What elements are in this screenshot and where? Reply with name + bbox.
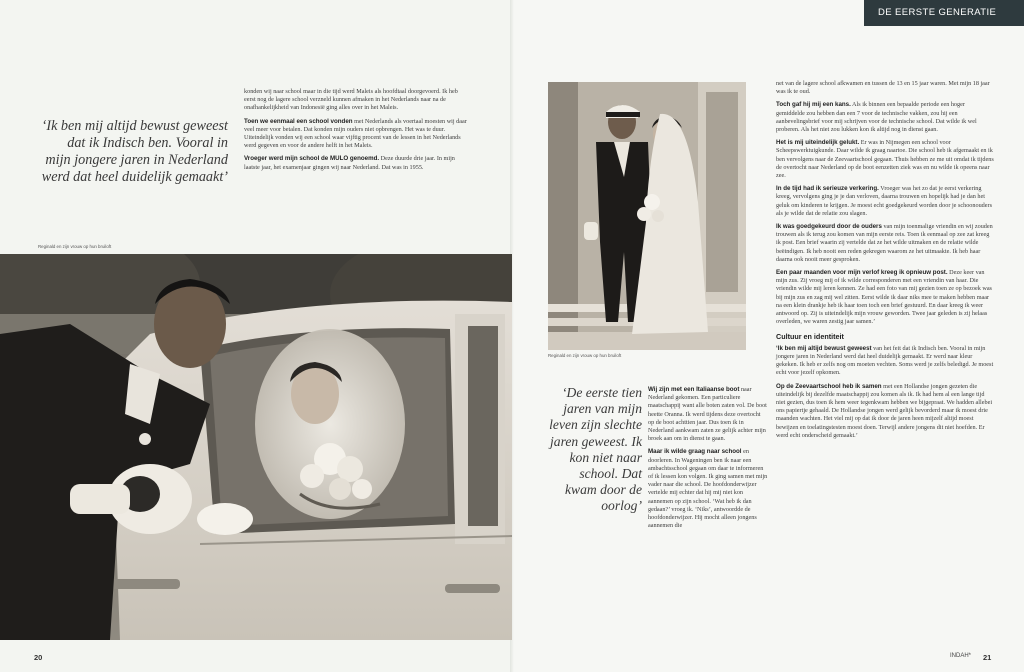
paragraph-text: naar Nederland gekomen. Een particuliere maatschappij want alle boten zaten vol. De boot heette Oranna. Ik werd tijdens deze overtocht op de boot achttien jaar. Dus toen ik in Nederland aankwam zaten ze gelijk achter mijn broek aan om in dienst te gaan. <box>648 386 767 443</box>
paragraph <box>776 223 994 264</box>
paragraph-lead: Op de Zeevaartschool heb ik samen <box>776 382 882 390</box>
pull-quote-right: ‘De eerste tien jaren van mijn leven zijn slechte jaren geweest. Ik kon niet naar school. Dat kwam door de oorlog’ <box>549 385 642 514</box>
photo-wedding-portrait <box>548 82 746 350</box>
section-header: DE EERSTE GENERATIE <box>864 0 1024 26</box>
paragraph <box>244 155 470 171</box>
paragraph-text: Deze keer van mijn zus. Zij vroeg mij of ik wilde corresponderen met een vriendin van haar. Die vriendin wilde mij leren kennen. Ze had een foto van mij gezien toen ze op bezoek was bij mijn zus en zag mij wel zitten. Eerst wilde ik daar niks mee te maken hebben maar na een klein drankje heb ik haar toen toch een brief gestuurd. En daar kreeg ik weer antwoord op. Zij is uiteindelijk mijn vrouw geworden. Twee jaar geleden is zij helaas overleden, we waren zestig jaar samen.’ <box>776 269 992 326</box>
paragraph-text: Als ik binnen een bepaalde periode een hoger gemiddelde zou hebben dan een 7 voor de technische vakken, zou hij een aanbevelingsbrief voor mij schrijven voor de technische school. Dat wilde ik wel proberen. Als het niet zou lukken kon ik altijd nog in dienst gaan. <box>776 101 977 134</box>
paragraph-lead: Toch gaf hij mij een kans. <box>776 101 851 109</box>
paragraph-text: met Nederlands als voertaal moesten wij daar veel meer voor betalen. Dat konden mijn ouders niet opbrengen. Het was te duur. Uiteindelijk vonden wij een school waar vijftig procent van de lessen in het Nederlands werd gegeven en voor de andere helft in het Maleis. <box>244 117 467 150</box>
paragraph-text: Vroeger was het zo dat je eerst verkering kreeg, vervolgens ging je je dan verloven, daarna trouwen en hopelijk had je dan het geluk om kinderen te krijgen. Je moest echt goedgekeurd worden door je schoonouders als je wilde dat de relatie zou slagen. <box>776 185 992 217</box>
paragraph-lead: Het is mij uiteindelijk gelukt. <box>776 139 860 147</box>
article-column-right <box>776 80 994 445</box>
paragraph-text: konden wij naar school maar in die tijd werd Maleis als hoofdtaal doorgevoerd. Ik heb eerst nog de lagere school verzneld kunnen afmaken in het Nederlands naar na de onafhankelijkheid van Indonesië ging alles over in het Maleis. <box>244 88 458 112</box>
paragraph <box>776 101 994 134</box>
paragraph <box>776 139 994 180</box>
paragraph-text: met een Hollandse jongen gezeten die uiteindelijk bij dezelfde maatschappij zou komen als ik. Ik had hem al een lange tijd niet gezien, dus toen ik hem weer tegenkwam hebben we bijgepraat. We hadden allebei ons papiertje gehaald. De Hollandse jongen werd gelijk bevorderd maar ik moest drie maanden wachten. Het viel mij op dat ik door de jaren heen mijzelf altijd moest bewijzen en toelatingstesten moest doen. Terwijl andere jongens dit niet hoefden. Er werd echt onderscheid gemaakt.’ <box>776 382 993 439</box>
paragraph <box>776 185 994 218</box>
paragraph <box>776 345 994 378</box>
pull-quote-left: ‘Ik ben mij altijd bewust geweest dat ik Indisch ben. Vooral in mijn jongere jaren in Nederland werd dat heel duidelijk gemaakt’ <box>41 118 228 185</box>
magazine-brand: INDAH* <box>950 653 972 659</box>
article-column-middle <box>648 386 768 535</box>
paragraph-lead: Wij zijn met een Italiaanse boot <box>648 386 740 393</box>
paragraph-text: Er was in Nijmegen een school voor Scheepswerktuigkunde. Daar wilde ik graag naartoe. Die school heb ik afgemaakt en ik ben vervolgens naar de Zeevaartschool gegaan. Thuis hebben ze me uit omdat ik tijdens de overtocht naar Nederland op de boot eenzetten ziek was en nu wilde ik opeens naar zee. <box>776 139 994 180</box>
paragraph <box>244 88 470 113</box>
paragraph-text: en doorleren. In Wageningen ben ik naar een ambachtsschool gegaan om daar te informeren of ik lessen kon volgen. Ik ging samen met mijn vader naar die school. De hoofdonderwijzer vertelde mij echter dat hij mij niet kon aannemen op zijn school. ‘Wat heb ik dan gedaan?’ vroeg ik. ‘Niks’, antwoordde de hoofdonderwijzer. Hij mocht alleen jongens aannemen die <box>648 448 768 530</box>
paragraph-text: van het feit dat ik Indisch ben. Vooral in mijn jongere jaren in Nederland werd dat heel duidelijk gemaakt. Er werd naar kleur gekeken. Ik heb er zelfs nog om moeten vechten. Soms werd je zelfs beledigd. Je moest echt voor jezelf opkomen. <box>776 344 994 377</box>
paragraph-lead: Een paar maanden voor mijn verlof kreeg ik opnieuw post. <box>776 269 948 277</box>
paragraph-text: van mijn toenmalige vriendin en wij zouden trouwen als ik terug zou komen van mijn eerste reis. Toen ik eenmaal op zee zat kreeg ik post. Een brief waarin zij vertelde dat ze het wilde uitmaken en de relatie wilde beëindigen. Ik heb nooit een reden gekregen waarom ze het uitmaakte. Ik heb haar daarna ook nooit meer gesproken. <box>776 223 993 263</box>
paragraph <box>776 80 994 96</box>
paragraph-text: Deze duurde drie jaar. In mijn laatste jaar, het examenjaar gingen wij naar Nederland. Dat was in 1955. <box>244 155 455 171</box>
page-number-right: 21 <box>983 653 992 662</box>
paragraph-lead: Maar ik wilde graag naar school <box>648 448 742 456</box>
photo-caption-right: Reginald en zijn vrouw op hun bruiloft <box>548 353 622 358</box>
paragraph <box>776 383 994 440</box>
paragraph <box>648 386 768 443</box>
section-subhead: Cultuur en identiteit <box>776 332 844 342</box>
article-column-left <box>244 88 470 177</box>
paragraph <box>776 269 994 326</box>
paragraph-lead: ‘Ik ben mij altijd bewust geweest <box>776 344 872 352</box>
paragraph-text: net van de lagere school afkwamen en tussen de 13 en 15 jaar waren. Met mijn 18 jaar was ik te oud. <box>776 80 990 96</box>
photo-caption-left: Reginald en zijn vrouw op hun bruiloft <box>38 244 112 249</box>
paragraph-lead: In de tijd had ik serieuze verkering. <box>776 185 879 193</box>
paragraph-lead: Vroeger werd mijn school de MULO genoemd. <box>244 155 380 163</box>
paragraph-lead: Ik was goedgekeurd door de ouders <box>776 223 882 231</box>
photo-couple-car <box>0 254 512 640</box>
paragraph <box>648 448 768 530</box>
paragraph-lead: Toen we eenmaal een school vonden <box>244 117 353 125</box>
paragraph <box>244 118 470 151</box>
page-number-left: 20 <box>34 653 43 662</box>
